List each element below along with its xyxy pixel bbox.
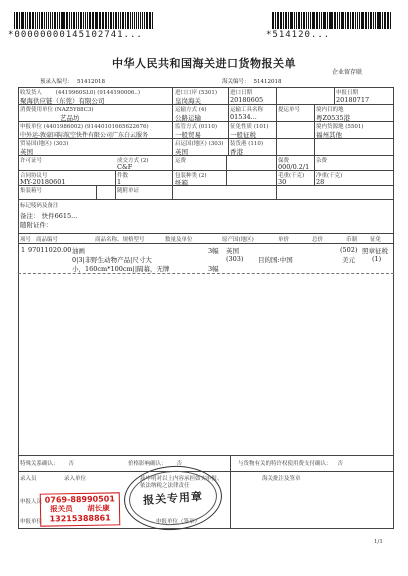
barcode-bar	[283, 12, 284, 29]
declarant-label: 申报单位 (4401986002) (91440101665622676)	[20, 124, 149, 130]
barcode-bar	[296, 12, 298, 29]
barcode-bar	[115, 12, 117, 29]
barcode-left-text: *00000000145102741...	[8, 30, 143, 40]
origin-label: 境内货源地 (5501)	[316, 124, 364, 130]
barcode-bar	[25, 12, 26, 29]
barcode-bar	[16, 12, 17, 29]
transport: 公路运输	[175, 114, 201, 122]
goods-qty: 3幅	[208, 247, 219, 255]
barcode-bar	[388, 12, 389, 29]
barcode-bar	[142, 12, 143, 29]
customs-no-label: 海关编号： 51412018	[222, 79, 282, 85]
barcode-bar	[130, 12, 131, 29]
container-label: 集装箱号	[20, 188, 43, 194]
barcode-bar	[39, 12, 40, 29]
barcode-bar	[37, 12, 38, 29]
barcode-bar	[69, 12, 70, 29]
import-port: 皇岗海关	[175, 97, 201, 105]
barcode-bar	[146, 12, 147, 29]
net-label: 净重(千克)	[316, 173, 343, 179]
barcode-bar	[370, 12, 372, 29]
goods-no: 1	[21, 246, 26, 254]
barcode-bar	[355, 12, 357, 29]
declare-date: 20180717	[336, 96, 370, 104]
consignee-label: 收发货人 (4419960SL0) (9144190006..)	[20, 90, 141, 96]
goods-header-name: 商品名称、规格型号	[95, 237, 145, 243]
barcode-bar	[108, 12, 109, 29]
barcode-bar	[352, 12, 354, 29]
barcode-bar	[32, 12, 33, 29]
barcode-bar	[140, 12, 141, 29]
barcode-bar	[280, 12, 282, 29]
goods-qty3: 3幅	[208, 265, 219, 273]
import-date-label: 进口日期	[230, 90, 253, 96]
barcode-bar	[316, 12, 318, 29]
barcode-bar	[127, 12, 128, 29]
barcode-bar	[308, 12, 309, 29]
barcode-bar	[19, 12, 20, 29]
barcode-bar	[290, 12, 291, 29]
barcode-bar	[92, 12, 93, 29]
barcode-bar	[83, 12, 84, 29]
barcode-bar	[321, 12, 322, 29]
preentry-label: 预录入编号： 51412018	[40, 79, 106, 85]
barcode-bar	[50, 12, 51, 29]
barcode-bar	[149, 12, 151, 29]
remarks-label: 标记唛码及备注	[20, 203, 59, 209]
bl-label: 提运单号	[278, 107, 301, 113]
barcode-bar	[347, 12, 349, 29]
page-title: 中华人民共和国海关进口货物报关单	[112, 57, 296, 70]
pack-type-label: 包装种类 (2)	[175, 173, 207, 179]
barcode-bar	[285, 12, 287, 29]
barcode-bar	[120, 12, 121, 29]
goods-origin-code: (303)	[226, 255, 244, 263]
barcode-bar	[378, 12, 380, 29]
remarks-line2: 随附证件：	[20, 221, 53, 229]
barcode-bar	[303, 12, 305, 29]
barcode-bar	[313, 12, 315, 29]
seal-text: 报关专用章	[142, 489, 204, 508]
goods-header-total: 总价	[312, 237, 324, 243]
goods-code: 97011020.00	[28, 246, 72, 254]
barcode-bar	[357, 12, 358, 29]
barcode-bar	[375, 12, 376, 29]
barcode-bar	[21, 12, 22, 29]
goods-header-exempt: 征免	[370, 237, 382, 243]
transport-label: 运输方式 (4)	[175, 107, 207, 113]
barcode-bar	[105, 12, 106, 29]
barcode-bar	[288, 12, 289, 29]
declarant-person-label: 申报人员	[20, 499, 43, 505]
declarant-name: 中外运-敦豪国际航空快件有限公司广东白云服务	[20, 132, 149, 139]
pack-type: 纸箱	[175, 179, 188, 187]
declare-text-1: 兹申明对以上内容承担如实申报、	[140, 476, 223, 482]
terms-label: 成交方式 (2)	[117, 158, 149, 164]
goods-name: 油画	[72, 247, 85, 255]
barcode-bar	[113, 12, 114, 29]
barcode-bar	[384, 12, 386, 29]
barcode-bar	[76, 12, 77, 29]
barcode-bar	[319, 12, 320, 29]
barcode-bar	[59, 12, 60, 29]
goods-origin: 英国	[226, 247, 239, 255]
goods-line3: 小，160cm*100cm||隔幕，无牌	[72, 265, 170, 273]
barcode-bar	[44, 12, 45, 29]
barcode-bar	[138, 12, 139, 29]
insurance-label: 保费	[278, 158, 290, 164]
royalty-label: 与货物有关的特许权使用费支付确认： 否	[238, 461, 344, 467]
barcode-bar	[373, 12, 374, 29]
gross: 30	[278, 178, 287, 186]
barcode-bar	[334, 12, 336, 29]
barcode-bar	[362, 12, 364, 29]
barcode-bar	[66, 12, 68, 29]
barcode-bar	[337, 12, 338, 29]
page-number: 1/1	[374, 539, 383, 545]
barcode-bar	[275, 12, 277, 29]
barcode-bar	[46, 12, 47, 29]
declarant-unit-label: 申报单位	[20, 519, 43, 525]
license-label: 许可证号	[20, 158, 43, 164]
barcode-bar	[330, 12, 332, 29]
warehouse: 粤Z0535港	[316, 114, 351, 122]
consignee-name: 聚海供应链（东莞）有限公司	[20, 97, 105, 105]
goods-header-origin: 原产国(地区)	[222, 237, 254, 243]
ship-country-label: 启运国(地区) (303)	[175, 141, 224, 147]
barcode-bar	[387, 12, 388, 29]
barcode-bar	[22, 12, 23, 29]
barcode-bar	[298, 12, 300, 29]
barcode-bar	[361, 12, 362, 29]
terms: C&F	[117, 163, 133, 171]
barcode-bar	[78, 12, 79, 29]
barcode-bar	[96, 12, 97, 29]
port-label: 装货港 (110)	[230, 141, 264, 147]
barcode-bar	[339, 12, 341, 29]
barcode-bar	[118, 12, 119, 29]
barcode-bar	[132, 12, 133, 29]
barcode-bar	[125, 12, 126, 29]
vehicle-label: 运输工具名称	[230, 107, 264, 113]
barcode-bar	[152, 12, 153, 29]
barcode-bar	[61, 12, 62, 29]
contract-label: 合同协议号	[20, 173, 48, 179]
barcode-bar	[310, 12, 311, 29]
goods-line2: 0|3|非野生动物产品|尺寸大	[72, 256, 152, 264]
barcode-bar	[136, 12, 137, 29]
goods-exempt: 照章征税	[362, 247, 388, 255]
declare-text-2: 依法纳税之法律责任	[140, 483, 190, 489]
freight-label: 运费	[175, 158, 187, 164]
copy-label: 企业留存联	[332, 69, 363, 76]
barcode-bar	[102, 12, 103, 29]
barcode-bar	[87, 12, 88, 29]
goods-header-qty: 数量及单位	[165, 237, 193, 243]
barcode-bar	[327, 12, 328, 29]
tax-label: 征免性质 (101)	[230, 124, 269, 130]
declare-date-label: 申报日期	[336, 90, 359, 96]
packages-label: 件数	[117, 173, 129, 179]
entry-unit-label: 录入单位	[64, 476, 87, 482]
broker-stamp-mobile: 13215388861	[49, 513, 111, 524]
barcode-bar	[272, 12, 274, 29]
barcode-bar	[48, 12, 49, 29]
barcode-bar	[57, 12, 58, 29]
trade-country-label: 贸易国(地区) (303)	[20, 141, 69, 147]
barcode-bar	[312, 12, 313, 29]
docs-label: 随附单证	[117, 188, 140, 194]
barcode-bar	[14, 12, 15, 29]
barcode-bar	[110, 12, 112, 29]
contract: MY-20180601	[20, 178, 66, 186]
barcode-bar	[306, 12, 308, 29]
net: 28	[316, 178, 325, 186]
ship-country: 英国	[175, 148, 188, 156]
barcode-bar	[122, 12, 123, 29]
goods-curr-name: 美元	[342, 256, 355, 264]
broker-stamp-phone: 0769-88990501	[44, 494, 115, 505]
import-port-label: 进口口岸 (5301)	[175, 90, 218, 96]
gross-label: 毛重(千克)	[278, 173, 305, 179]
misc-label: 杂费	[316, 158, 328, 164]
consumer-name: 艺品坊	[60, 114, 80, 122]
goods-header-currency: 币制	[346, 237, 358, 243]
goods-currency: (502)	[340, 246, 358, 254]
origin: 福州其他	[316, 131, 342, 139]
barcode-bar	[95, 12, 96, 29]
barcode-bar	[341, 12, 343, 29]
price-label: 价格影响确认： 否	[128, 461, 183, 467]
barcode-bar	[71, 12, 72, 29]
entry-person-label: 录入员	[20, 476, 37, 482]
barcode-bar	[80, 12, 81, 29]
barcode-bar	[62, 12, 64, 29]
barcode-bar	[350, 12, 352, 29]
barcode-bar	[294, 12, 295, 29]
supervision: 一般贸易	[175, 131, 201, 139]
vehicle: 01534...	[230, 113, 257, 121]
barcode-bar	[359, 12, 360, 29]
barcode-bar	[89, 12, 91, 29]
barcode-bar	[323, 12, 324, 29]
unit-stamp-label: 申报单位（签章）	[156, 519, 201, 525]
trade-country: 英国	[20, 148, 33, 156]
barcode-bar	[324, 12, 326, 29]
barcode-right	[272, 12, 392, 29]
goods-dest: 目的国:中国	[258, 256, 293, 264]
supervision-label: 监管方式 (0110)	[175, 124, 218, 130]
warehouse-label: 境内目的地	[316, 107, 344, 113]
port: 香港	[230, 148, 243, 156]
barcode-bar	[106, 12, 107, 29]
broker-stamp	[40, 492, 121, 526]
barcode-bar	[382, 12, 384, 29]
barcode-bar	[144, 12, 145, 29]
barcode-bar	[277, 12, 279, 29]
insurance: 000/0.2/1	[278, 163, 310, 171]
barcode-bar	[377, 12, 378, 29]
barcode-bar	[85, 12, 86, 29]
barcode-bar	[41, 12, 42, 29]
barcode-bar	[35, 12, 36, 29]
barcode-bar	[368, 12, 369, 29]
barcode-bar	[134, 12, 135, 29]
barcode-bar	[301, 12, 302, 29]
goods-header-no: 项号	[20, 237, 32, 243]
import-date: 20180605	[230, 96, 264, 104]
customs-note-label: 海关批注及签章	[262, 476, 301, 482]
remarks-line1: 备注： 快件6615...	[20, 212, 78, 220]
consumer-label: 消费使用单位 (NAZ5Y88C3)	[20, 107, 94, 113]
barcode-bar	[365, 12, 367, 29]
barcode-bar	[27, 12, 28, 29]
goods-header-price: 单价	[278, 237, 290, 243]
barcode-bar	[291, 12, 293, 29]
broker-stamp-name: 报关员 胡长康	[50, 503, 110, 514]
goods-header-code: 商品编号	[36, 237, 59, 243]
packages: 1	[117, 178, 122, 186]
barcode-bar	[100, 12, 101, 29]
barcode-bar	[99, 12, 100, 29]
barcode-bar	[345, 12, 347, 29]
barcode-bar	[54, 12, 55, 29]
barcode-bar	[390, 12, 391, 29]
barcode-bar	[73, 12, 75, 29]
goods-exempt-code: (1)	[372, 255, 382, 263]
special-label: 特殊关系确认： 否	[20, 461, 75, 467]
barcode-bar	[52, 12, 53, 29]
seal-inner-ring	[127, 468, 219, 528]
barcode-right-text: *514120...	[266, 30, 331, 40]
barcode-bar	[29, 12, 31, 29]
barcode-left	[14, 12, 154, 29]
barcode-bar	[329, 12, 330, 29]
tax: 一般征税	[230, 131, 256, 139]
